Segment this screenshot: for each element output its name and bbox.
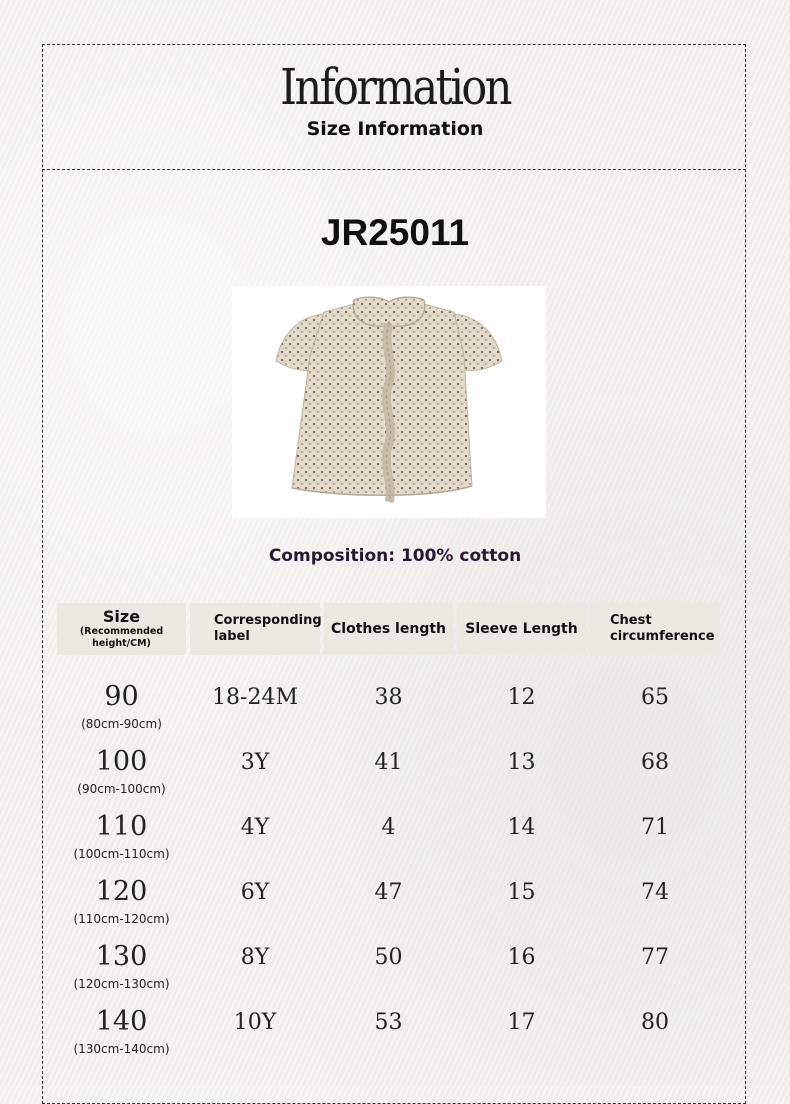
label-value: 18-24M — [212, 685, 298, 710]
chest-value: 71 — [641, 815, 669, 840]
header-length-label: Clothes length — [331, 621, 446, 637]
header-chest-line-2: circumference — [610, 629, 715, 644]
sleeve-value: 13 — [507, 750, 536, 775]
length-value: 38 — [374, 685, 403, 710]
size-value: 130 — [95, 941, 148, 972]
size-range: (110cm-120cm) — [73, 912, 170, 926]
page-subtitle: Size Information — [306, 118, 484, 140]
table-row — [0, 937, 790, 1002]
header-size — [57, 603, 186, 655]
blouse-illustration — [232, 286, 546, 518]
table-row — [0, 807, 790, 872]
sleeve-value: 17 — [507, 1010, 536, 1035]
sleeve-value: 12 — [507, 685, 536, 710]
chest-value: 68 — [641, 750, 669, 775]
header-length — [324, 603, 453, 655]
table-row — [0, 1002, 790, 1067]
header-size-sub-1: (Recommended — [79, 626, 164, 637]
length-value: 47 — [374, 880, 403, 905]
chest-value: 77 — [641, 945, 669, 970]
size-value: 90 — [104, 681, 139, 712]
size-range: (100cm-110cm) — [73, 847, 170, 861]
header-label-line-2: label — [214, 629, 250, 644]
header-sleeve — [457, 603, 586, 655]
sleeve-value: 14 — [507, 815, 536, 840]
chest-value: 65 — [641, 685, 669, 710]
header-sleeve-label: Sleeve Length — [465, 621, 578, 637]
header-size-sub-2: height/CM) — [92, 638, 151, 649]
size-value: 140 — [95, 1006, 148, 1037]
size-range: (120cm-130cm) — [73, 977, 170, 991]
label-value: 10Y — [233, 1010, 277, 1035]
table-row — [0, 872, 790, 937]
length-value: 50 — [374, 945, 403, 970]
header-chest — [590, 603, 720, 655]
label-value: 3Y — [240, 750, 270, 775]
label-value: 6Y — [240, 880, 270, 905]
size-value: 100 — [95, 746, 148, 777]
header-divider — [42, 169, 746, 170]
size-range: (90cm-100cm) — [77, 782, 166, 796]
label-value: 8Y — [240, 945, 270, 970]
header-label-line-1: Corresponding — [214, 613, 322, 628]
size-range: (80cm-90cm) — [81, 717, 162, 731]
label-value: 4Y — [240, 815, 270, 840]
length-value: 41 — [374, 750, 403, 775]
size-value: 120 — [95, 876, 148, 907]
sleeve-value: 15 — [507, 880, 536, 905]
table-row — [0, 742, 790, 807]
header-label — [190, 603, 320, 655]
size-value: 110 — [95, 811, 148, 842]
length-value: 53 — [374, 1010, 403, 1035]
page-title: Information — [280, 58, 510, 116]
product-photo — [232, 286, 546, 518]
product-code: JR25011 — [320, 212, 470, 253]
composition-text: Composition: 100% cotton — [268, 546, 522, 566]
sleeve-value: 16 — [507, 945, 536, 970]
header-size-label: Size — [102, 607, 141, 626]
size-range: (130cm-140cm) — [73, 1042, 170, 1056]
table-row — [0, 677, 790, 742]
chest-value: 74 — [641, 880, 669, 905]
header-chest-line-1: Chest — [610, 613, 652, 628]
length-value: 4 — [381, 815, 396, 840]
chest-value: 80 — [641, 1010, 669, 1035]
